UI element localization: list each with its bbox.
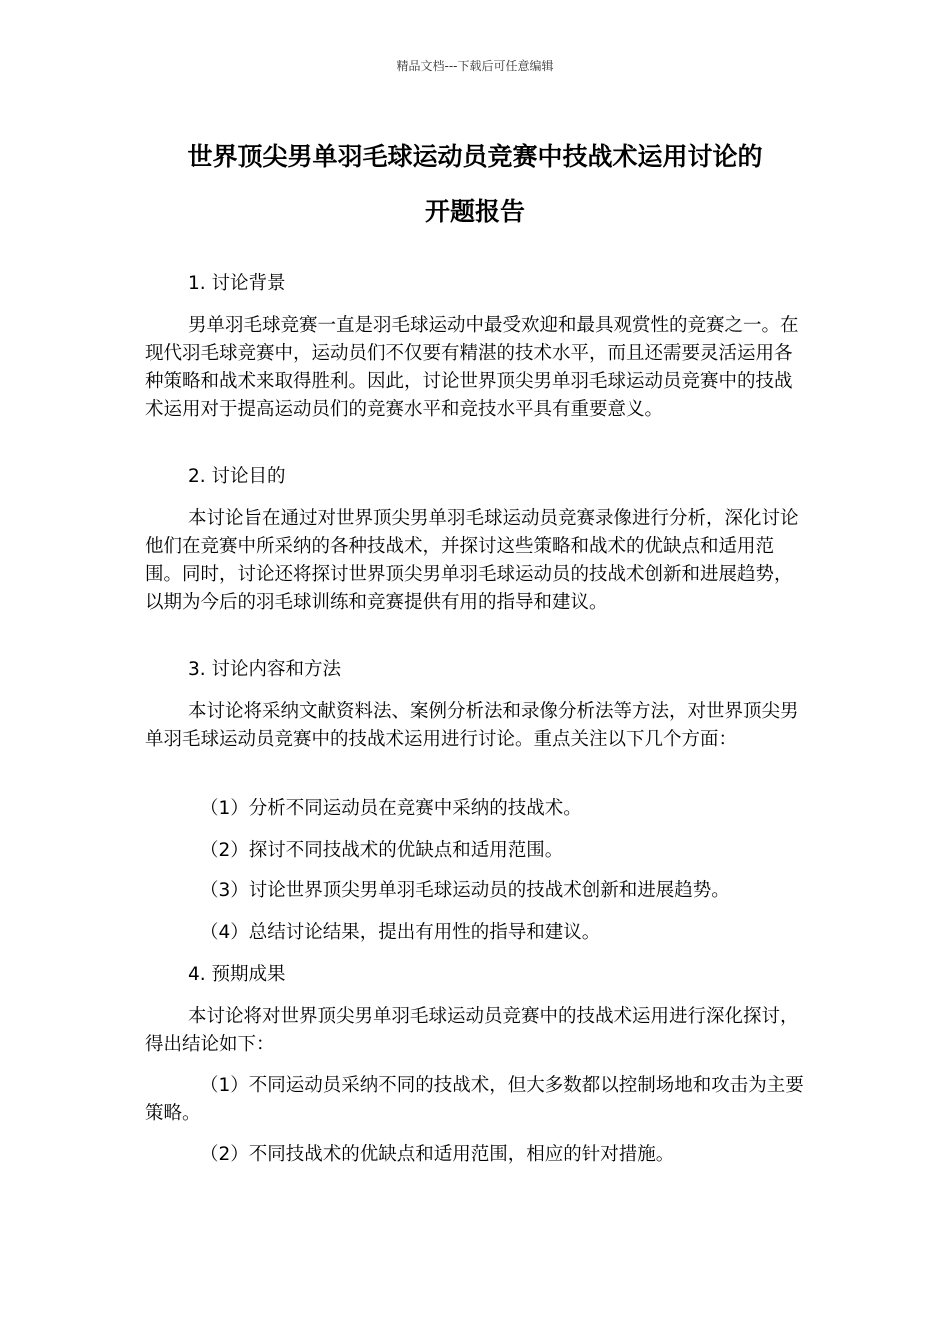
section-3-body: 本讨论将采纳文献资料法、案例分析法和录像分析法等方法，对世界顶尖男单羽毛球运动员竞赛中的技战术运用进行讨论。重点关注以下几个方面： — [145, 701, 799, 750]
section-2-heading: 2. 讨论目的 — [188, 466, 286, 487]
page-header-note: 精品文档---下载后可任意编辑 — [396, 59, 554, 73]
section-4-heading: 4. 预期成果 — [188, 964, 286, 985]
section-1-heading: 1. 讨论背景 — [188, 273, 286, 294]
section-3-item: （1）分析不同运动员在竞赛中采纳的技战术。 — [200, 798, 582, 819]
section-3-item: （3）讨论世界顶尖男单羽毛球运动员的技战术创新和进展趋势。 — [200, 880, 730, 901]
section-4-item: （1）不同运动员采纳不同的技战术，但大多数都以控制场地和攻击为主要策略。 — [145, 1075, 804, 1124]
section-1-body: 男单羽毛球竞赛一直是羽毛球运动中最受欢迎和最具观赏性的竞赛之一。在现代羽毛球竞赛中，运动员们不仅要有精湛的技术水平，而且还需要灵活运用各种策略和战术来取得胜利。因此，讨论世界顶尖男单羽毛球运动员竞赛中的技战术运用对于提高运动员们的竞赛水平和竞技水平具有重要意义。 — [145, 315, 799, 420]
section-4-item: （2）不同技战术的优缺点和适用范围，相应的针对措施。 — [200, 1144, 675, 1165]
document-title-line-1: 世界顶尖男单羽毛球运动员竞赛中技战术运用讨论的 — [187, 142, 763, 171]
section-3-heading: 3. 讨论内容和方法 — [188, 659, 342, 680]
section-4-body: 本讨论将对世界顶尖男单羽毛球运动员竞赛中的技战术运用进行深化探讨，得出结论如下： — [145, 1006, 799, 1055]
document-title-line-2: 开题报告 — [424, 197, 525, 226]
section-2-body: 本讨论旨在通过对世界顶尖男单羽毛球运动员竞赛录像进行分析，深化讨论他们在竞赛中所采纳的各种技战术，并探讨这些策略和战术的优缺点和适用范围。同时，讨论还将探讨世界顶尖男单羽毛球运动员的技战术创新和进展趋势，以期为今后的羽毛球训练和竞赛提供有用的指导和建议。 — [145, 508, 799, 613]
section-3-item: （4）总结讨论结果，提出有用性的指导和建议。 — [200, 922, 601, 943]
section-3-item: （2）探讨不同技战术的优缺点和适用范围。 — [200, 840, 564, 861]
